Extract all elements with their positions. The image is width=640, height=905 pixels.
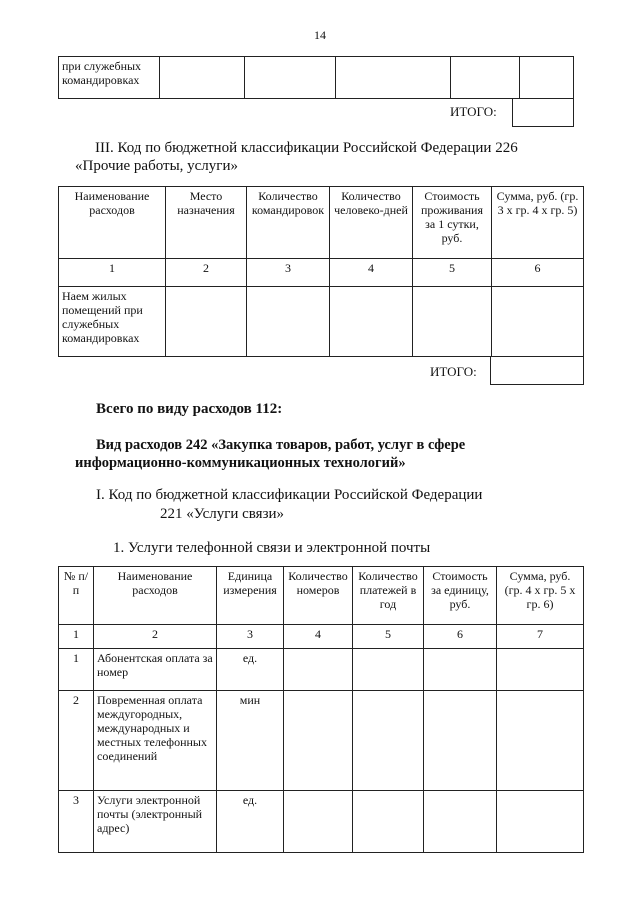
itogo-cell: [490, 356, 584, 385]
table-cell: при служебных командировках: [59, 57, 160, 99]
column-number: 6: [492, 259, 584, 287]
itogo-label: ИТОГО:: [430, 364, 477, 379]
table-cell: [160, 57, 245, 99]
header-cell: Наименование расходов: [59, 187, 166, 259]
row-unit: ед.: [217, 649, 284, 691]
row-number: 2: [59, 691, 94, 791]
total-112: Всего по виду расходов 112:: [96, 401, 283, 417]
column-number: 2: [94, 625, 217, 649]
header-cell: Количество платежей в год: [353, 567, 424, 625]
row-unit: ед.: [217, 791, 284, 853]
header-cell: Стоимость за единицу, руб.: [424, 567, 497, 625]
table-cell: [451, 57, 520, 99]
table-cell: Наем жилых помещений при служебных командировках: [59, 287, 166, 357]
header-cell: Количество номеров: [284, 567, 353, 625]
section1-title-line2: 221 «Услуги связи»: [160, 506, 285, 522]
column-number: 3: [217, 625, 284, 649]
header-cell: Сумма, руб. (гр. 4 х гр. 5 х гр. 6): [497, 567, 584, 625]
table-row: [59, 691, 584, 791]
table-cell: [520, 57, 574, 99]
section-title: III. Код по бюджетной классификации Российской Федерации 226 «Прочие работы, услуги»: [75, 140, 518, 174]
table-cell: [245, 57, 336, 99]
row-name: Повременная оплата междугородных, международных и местных телефонных соединений: [94, 691, 217, 791]
column-number: 5: [413, 259, 492, 287]
row-number: 1: [59, 649, 94, 691]
vid-242: Вид расходов 242 «Закупка товаров, работ, услуг в сфере информационно-коммуникационных технологий»: [75, 437, 466, 471]
row-name: Абонентская оплата за номер: [94, 649, 217, 691]
column-number: 4: [284, 625, 353, 649]
header-cell: Количество человеко-дней: [330, 187, 413, 259]
table-row: [59, 649, 584, 691]
itogo-label: ИТОГО:: [450, 104, 497, 119]
header-cell: Место назначения: [166, 187, 247, 259]
column-number: 2: [166, 259, 247, 287]
header-cell: Стоимость проживания за 1 сутки, руб.: [413, 187, 492, 259]
table-row: [59, 791, 584, 853]
itogo-cell: [512, 98, 574, 127]
column-number: 1: [59, 259, 166, 287]
column-number: 7: [497, 625, 584, 649]
subsection-title: 1. Услуги телефонной связи и электронной почты: [113, 540, 431, 556]
column-number: 5: [353, 625, 424, 649]
section1-title-line1: I. Код по бюджетной классификации Российской Федерации: [96, 487, 483, 503]
header-cell: Наименование расходов: [94, 567, 217, 625]
page-number: 14: [314, 28, 326, 42]
header-cell: Количество командировок: [247, 187, 330, 259]
header-cell: № п/п: [59, 567, 94, 625]
continuation-table: [58, 56, 574, 99]
row-unit: мин: [217, 691, 284, 791]
column-number: 4: [330, 259, 413, 287]
header-cell: Единица измерения: [217, 567, 284, 625]
column-number: 3: [247, 259, 330, 287]
header-cell: Сумма, руб. (гр. 3 х гр. 4 х гр. 5): [492, 187, 584, 259]
table-cell: [336, 57, 451, 99]
phone-services-table: [58, 566, 584, 853]
rent-table: [58, 186, 584, 357]
row-number: 3: [59, 791, 94, 853]
column-number: 6: [424, 625, 497, 649]
column-number: 1: [59, 625, 94, 649]
row-name: Услуги электронной почты (электронный адрес): [94, 791, 217, 853]
